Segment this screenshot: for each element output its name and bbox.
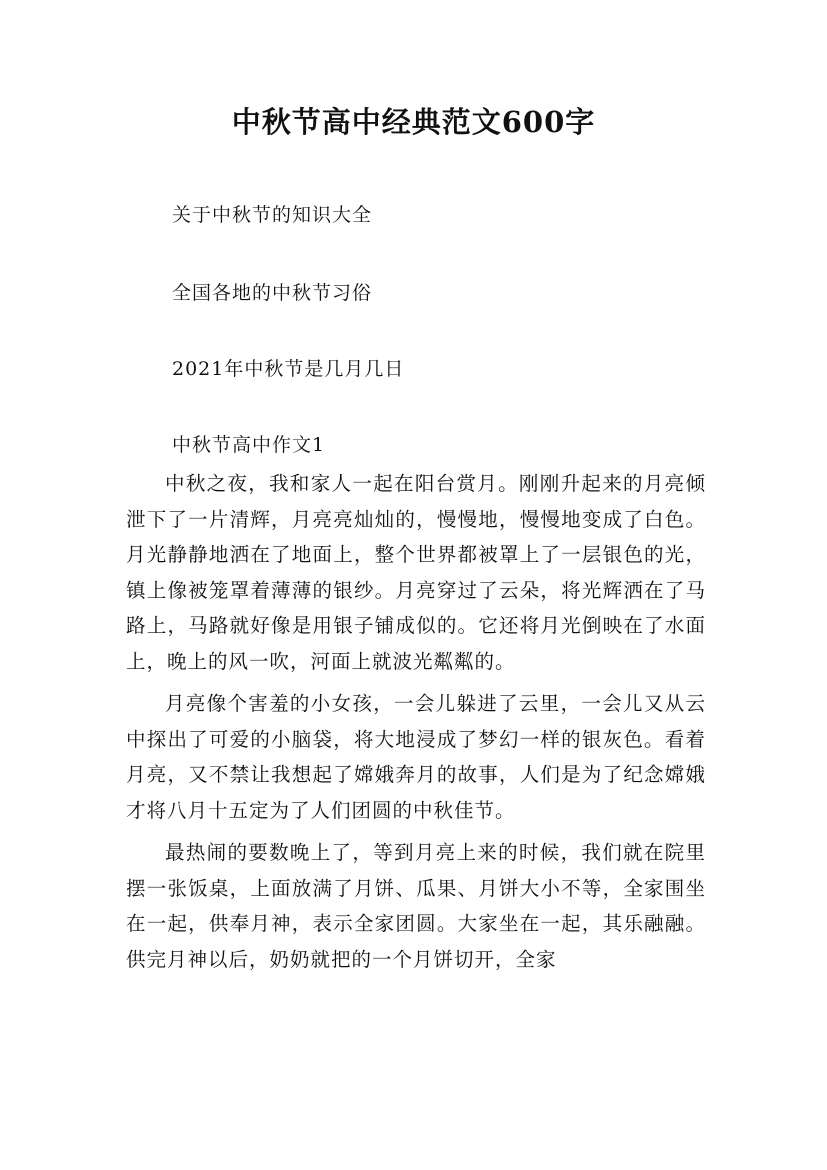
paragraph: 月亮像个害羞的小女孩，一会儿躲进了云里，一会儿又从云中探出了可爱的小脑袋，将大地浸成了梦幻一样的银灰色。看着月亮，又不禁让我想起了嫦娥奔月的故事，人们是为了纪念嫦娥才将八月十五定为了人们团圆的中秋佳节。 (126, 692, 706, 822)
document-title: 中秋节高中经典范文600字 (231, 105, 596, 139)
section-heading: 中秋节高中作文1 (172, 434, 326, 456)
article-body (126, 466, 706, 984)
related-link-mid-autumn-date[interactable]: 2021年中秋节是几月几日 (172, 358, 405, 380)
related-link-mid-autumn-knowledge[interactable]: 关于中秋节的知识大全 (172, 204, 373, 226)
paragraph: 最热闹的要数晚上了，等到月亮上来的时候，我们就在院里摆一张饭桌，上面放满了月饼、瓜果、月饼大小不等，全家围坐在一起，供奉月神，表示全家团圆。大家坐在一起，其乐融融。供完月神以后，奶奶就把的一个月饼切开，全家 (126, 841, 706, 971)
related-link-mid-autumn-customs[interactable]: 全国各地的中秋节习俗 (172, 282, 373, 304)
paragraph: 中秋之夜，我和家人一起在阳台赏月。刚刚升起来的月亮倾泄下了一片清辉，月亮亮灿灿的，慢慢地，慢慢地变成了白色。月光静静地洒在了地面上，整个世界都被罩上了一层银色的光，镇上像被笼罩着薄薄的银纱。月亮穿过了云朵，将光辉洒在了马路上，马路就好像是用银子铺成似的。它还将月光倒映在了水面上，晚上的风一吹，河面上就波光粼粼的。 (126, 472, 706, 673)
